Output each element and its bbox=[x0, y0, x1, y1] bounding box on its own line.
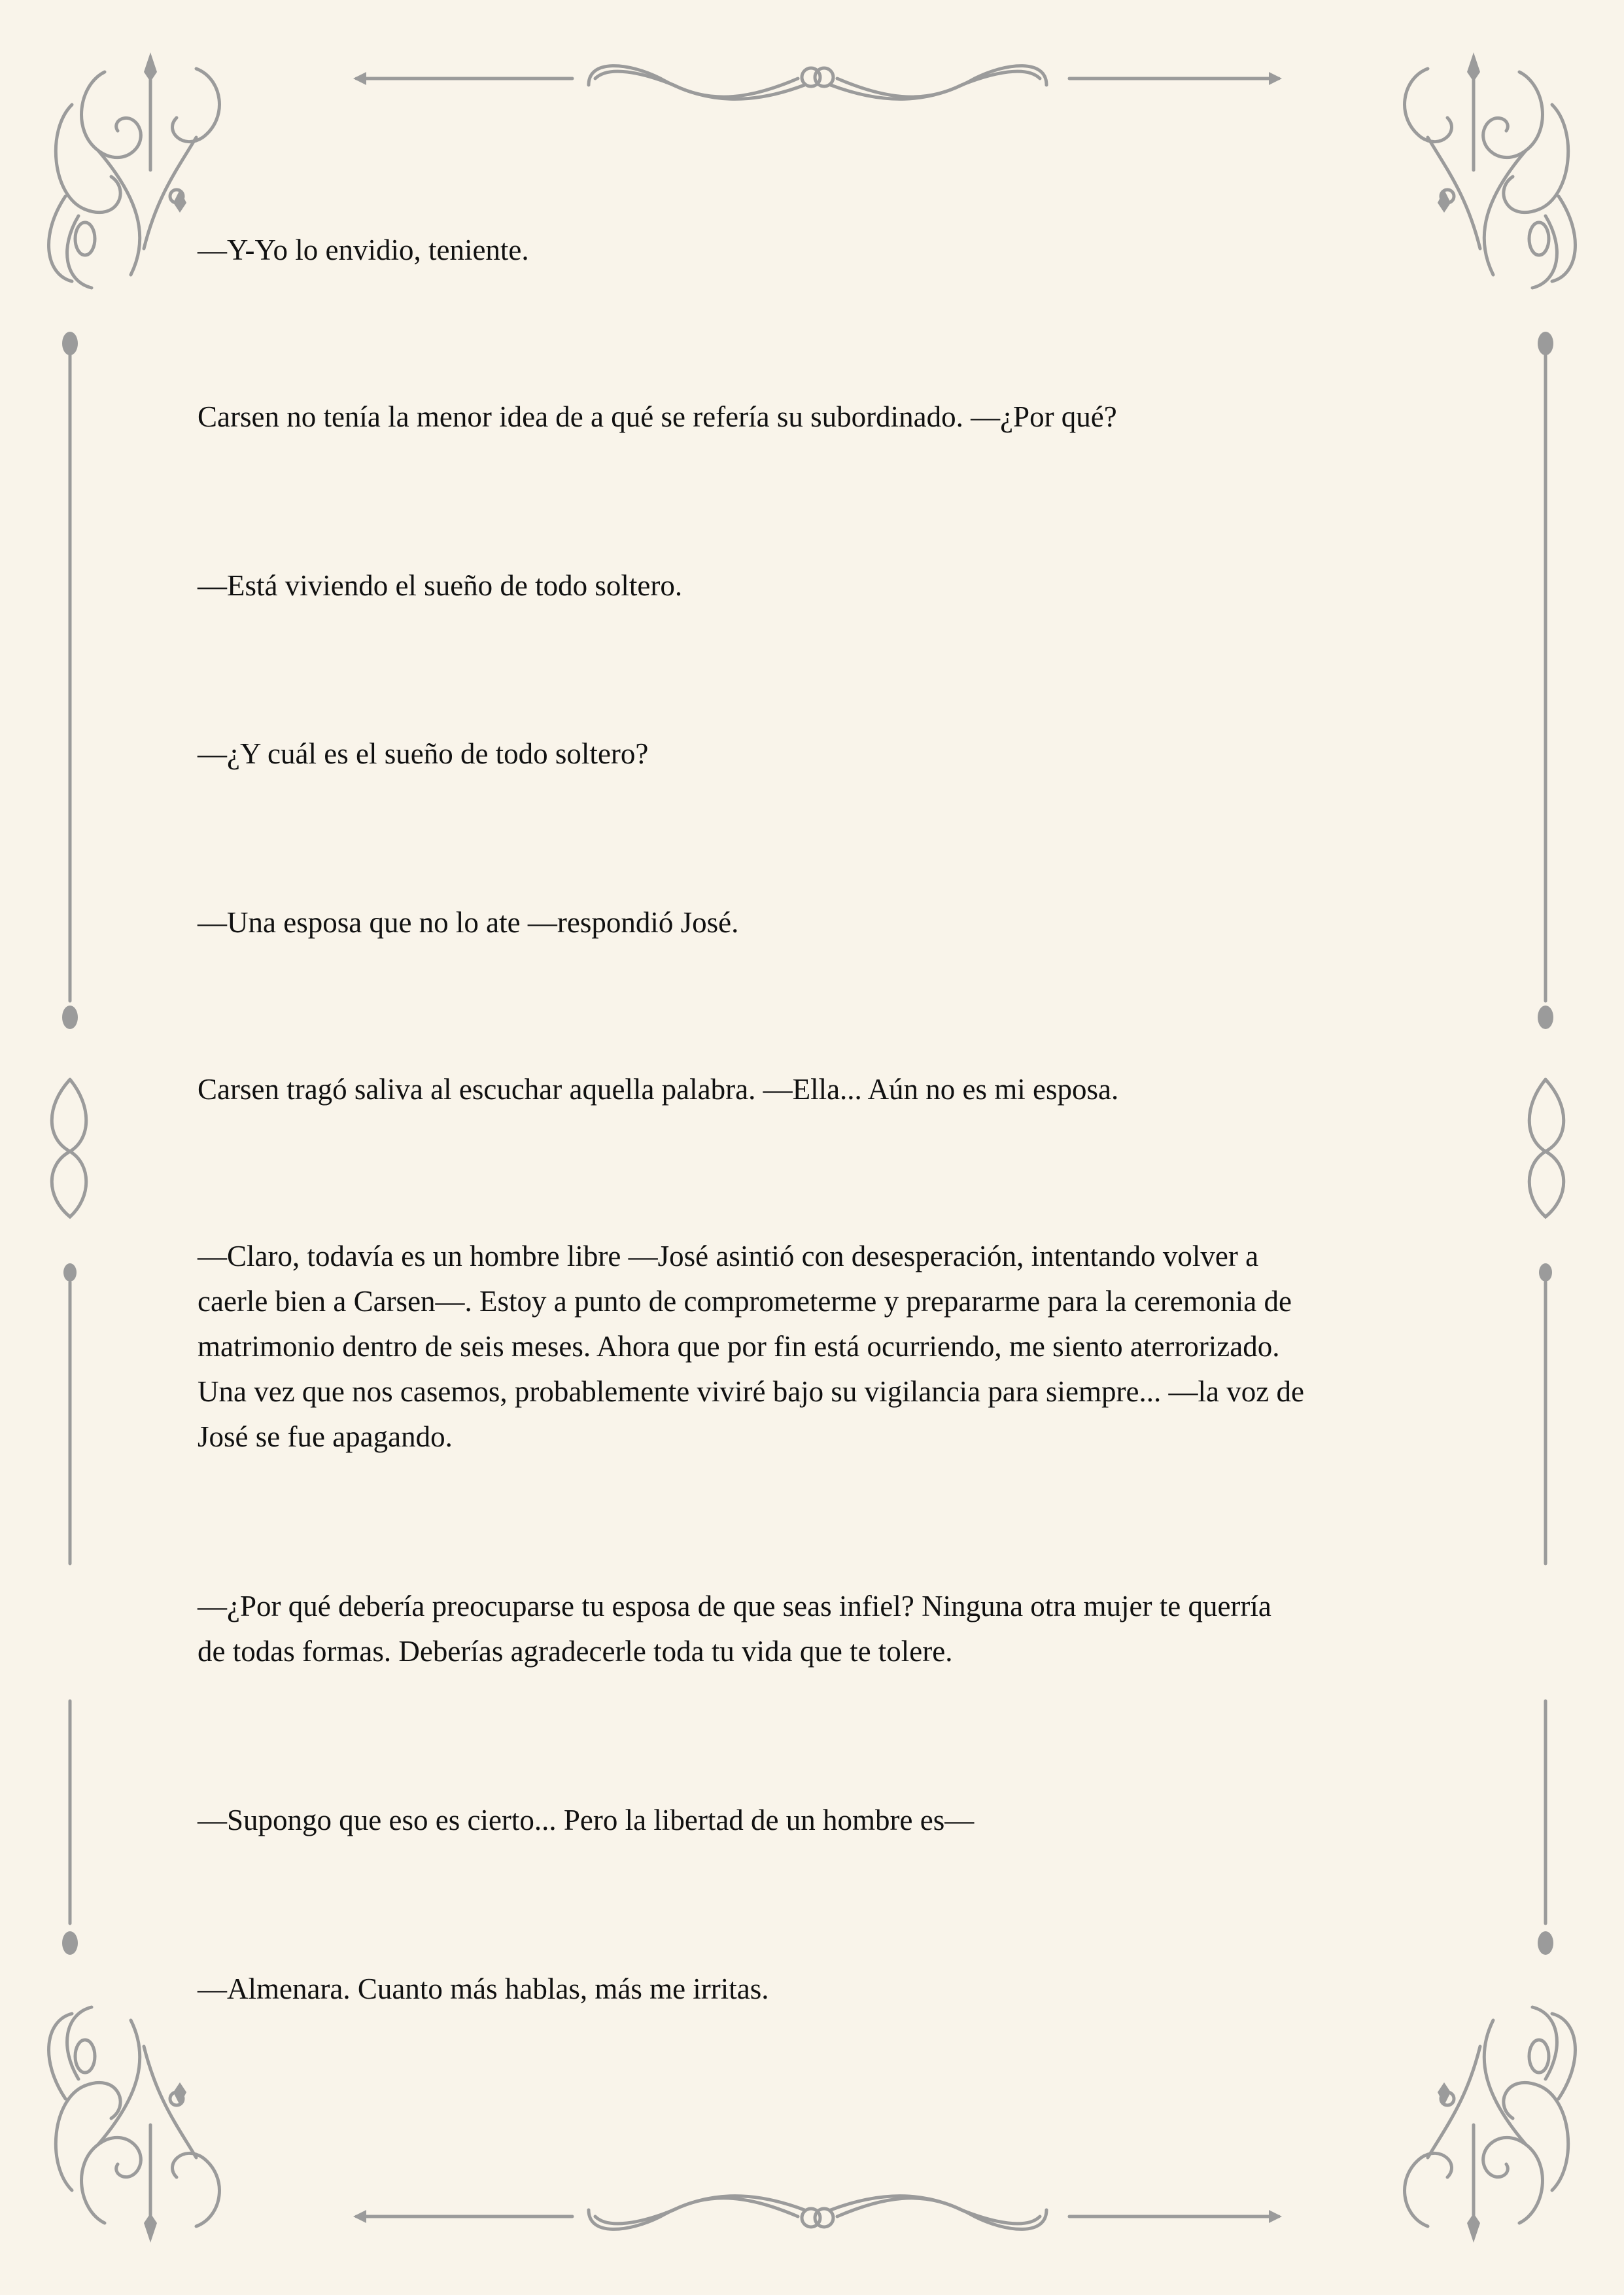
text-line: —Una esposa que no lo ate —respondió José. bbox=[198, 906, 739, 939]
text-line: Carsen tragó saliva al escuchar aquella palabra. —Ella... Aún no es mi esposa. bbox=[198, 1073, 1119, 1106]
side-rule-icon bbox=[52, 332, 86, 1955]
top-divider-flourish-icon bbox=[353, 66, 1282, 99]
text-line: —Claro, todavía es un hombre libre —José asintió con desesperación, intentando volver a bbox=[198, 1240, 1259, 1272]
paragraph bbox=[198, 394, 1117, 440]
paragraph bbox=[198, 1798, 974, 1843]
text-line: —Almenara. Cuanto más hablas, más me irritas. bbox=[198, 1972, 769, 2005]
paragraph bbox=[198, 1584, 1271, 1674]
text-line: caerle bien a Carsen—. Estoy a punto de comprometerme y prepararme para la ceremonia de bbox=[198, 1285, 1292, 1318]
text-line: —Supongo que eso es cierto... Pero la libertad de un hombre es— bbox=[198, 1804, 975, 1836]
text-line: —Está viviendo el sueño de todo soltero. bbox=[198, 569, 683, 602]
text-line: José se fue apagando. bbox=[198, 1420, 453, 1453]
corner-flourish-icon bbox=[49, 52, 220, 288]
paragraph bbox=[198, 900, 738, 945]
paragraph bbox=[198, 1234, 1304, 1460]
text-line: —¿Y cuál es el sueño de todo soltero? bbox=[198, 737, 649, 770]
text-line: matrimonio dentro de seis meses. Ahora que por fin está ocurriendo, me siento aterrorizado. bbox=[198, 1330, 1280, 1363]
text-line: —Y-Yo lo envidio, teniente. bbox=[198, 234, 529, 266]
text-line: de todas formas. Deberías agradecerle toda tu vida que te tolere. bbox=[198, 1635, 953, 1668]
text-line: —¿Por qué debería preocuparse tu esposa de que seas infiel? Ninguna otra mujer te querría bbox=[198, 1590, 1271, 1622]
paragraph bbox=[198, 731, 648, 777]
paragraph bbox=[198, 1067, 1118, 1112]
paragraph bbox=[198, 228, 529, 273]
text-line: Carsen no tenía la menor idea de a qué se refería su subordinado. —¿Por qué? bbox=[198, 400, 1117, 433]
paragraph bbox=[198, 1967, 769, 2012]
paragraph bbox=[198, 563, 682, 608]
text-line: Una vez que nos casemos, probablemente viviré bajo su vigilancia para siempre... —la voz de bbox=[198, 1375, 1304, 1408]
